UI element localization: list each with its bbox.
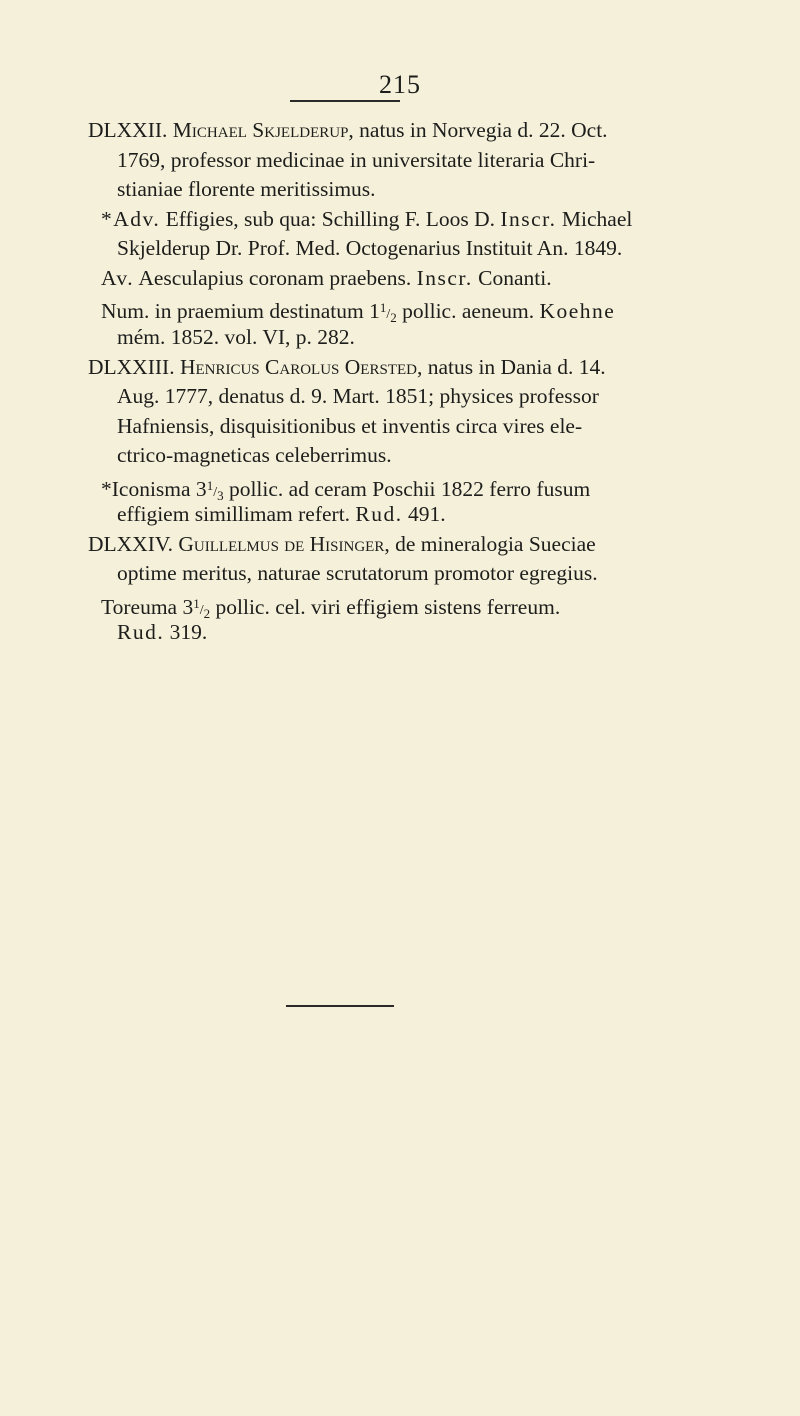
person-name: Guillelmus de Hisinger [178, 532, 385, 556]
entry-intro: , natus in Norvegia d. 22. Oct. [348, 118, 608, 142]
entry-number: DLXXIV. [88, 532, 174, 556]
person-name: Michael Skjelderup [172, 118, 349, 142]
inscription-label: Inscr. [500, 207, 557, 231]
reverse-text: Aesculapius coronam praebens. [134, 266, 417, 290]
entry-number: DLXXIII. [88, 355, 175, 379]
entry-intro: , natus in Dania d. 14. [416, 355, 606, 379]
medal-reverse-line [101, 264, 552, 294]
medal-obverse-line: Skjelderup Dr. Prof. Med. Octogenarius Instituit An. 1849. [117, 236, 623, 260]
reverse-label: Av. [101, 266, 135, 290]
inscription-label: Inscr. [416, 266, 473, 290]
reference-line: mém. 1852. vol. VI, p. 282. [117, 325, 355, 349]
entry-intro-line: optime meritus, naturae scrutatorum promotor egregius. [117, 561, 598, 585]
medal-description-line: Toreuma $3^1/_2$ pollic. cel. viri effigiem sistens ferreum. [101, 595, 561, 621]
person-name: Henricus Carolus Oersted [179, 355, 417, 379]
reference-name: Rud. [117, 620, 165, 644]
entry-intro-line: Hafniensis, disquisitionibus et inventis circa vires ele- [117, 414, 583, 438]
header-rule [290, 100, 400, 102]
obverse-text: Effigies, sub qua: Schilling F. Loos D. [160, 207, 501, 231]
end-rule [286, 1005, 394, 1007]
reference-line: Rud. 319. [117, 620, 208, 644]
medal-obverse-line [101, 205, 632, 235]
entry-intro-line: Aug. 1777, denatus d. 9. Mart. 1851; physices professor [117, 384, 599, 408]
reference-name: Koehne [539, 299, 616, 323]
size-fraction: $^1/_3$ [206, 478, 224, 503]
page-number: 215 [379, 70, 421, 99]
entry-heading-line [88, 353, 606, 383]
entry-intro-line: 1769, professor medicinae in universitate literaria Chri- [117, 148, 596, 172]
size-fraction: $^1/_2$ [379, 300, 397, 325]
inscription-text: Conanti. [472, 266, 552, 290]
entry-heading-line [88, 530, 596, 560]
reference-name: Rud. [355, 502, 403, 526]
entry-heading-line [88, 116, 608, 146]
size-fraction: $^1/_2$ [193, 596, 211, 621]
entry-intro-line: stianiae florente meritissimus. [117, 177, 376, 201]
entry-intro-line: ctrico-magneticas celeberrimus. [117, 443, 392, 467]
entry-number: DLXXII. [88, 118, 168, 142]
entry-intro: , de mineralogia Sueciae [384, 532, 596, 556]
obverse-label: *Adv. [101, 207, 161, 231]
reference-line: effigiem simillimam refert. Rud. 491. [117, 502, 446, 526]
medal-description-line: Num. in praemium destinatum $1^1/_2$ pollic. aeneum. Koehne [101, 299, 616, 325]
medal-description-line: *Iconisma $3^1/_3$ pollic. ad ceram Poschii 1822 ferro fusum [101, 477, 591, 503]
inscription-text: Michael [556, 207, 633, 231]
